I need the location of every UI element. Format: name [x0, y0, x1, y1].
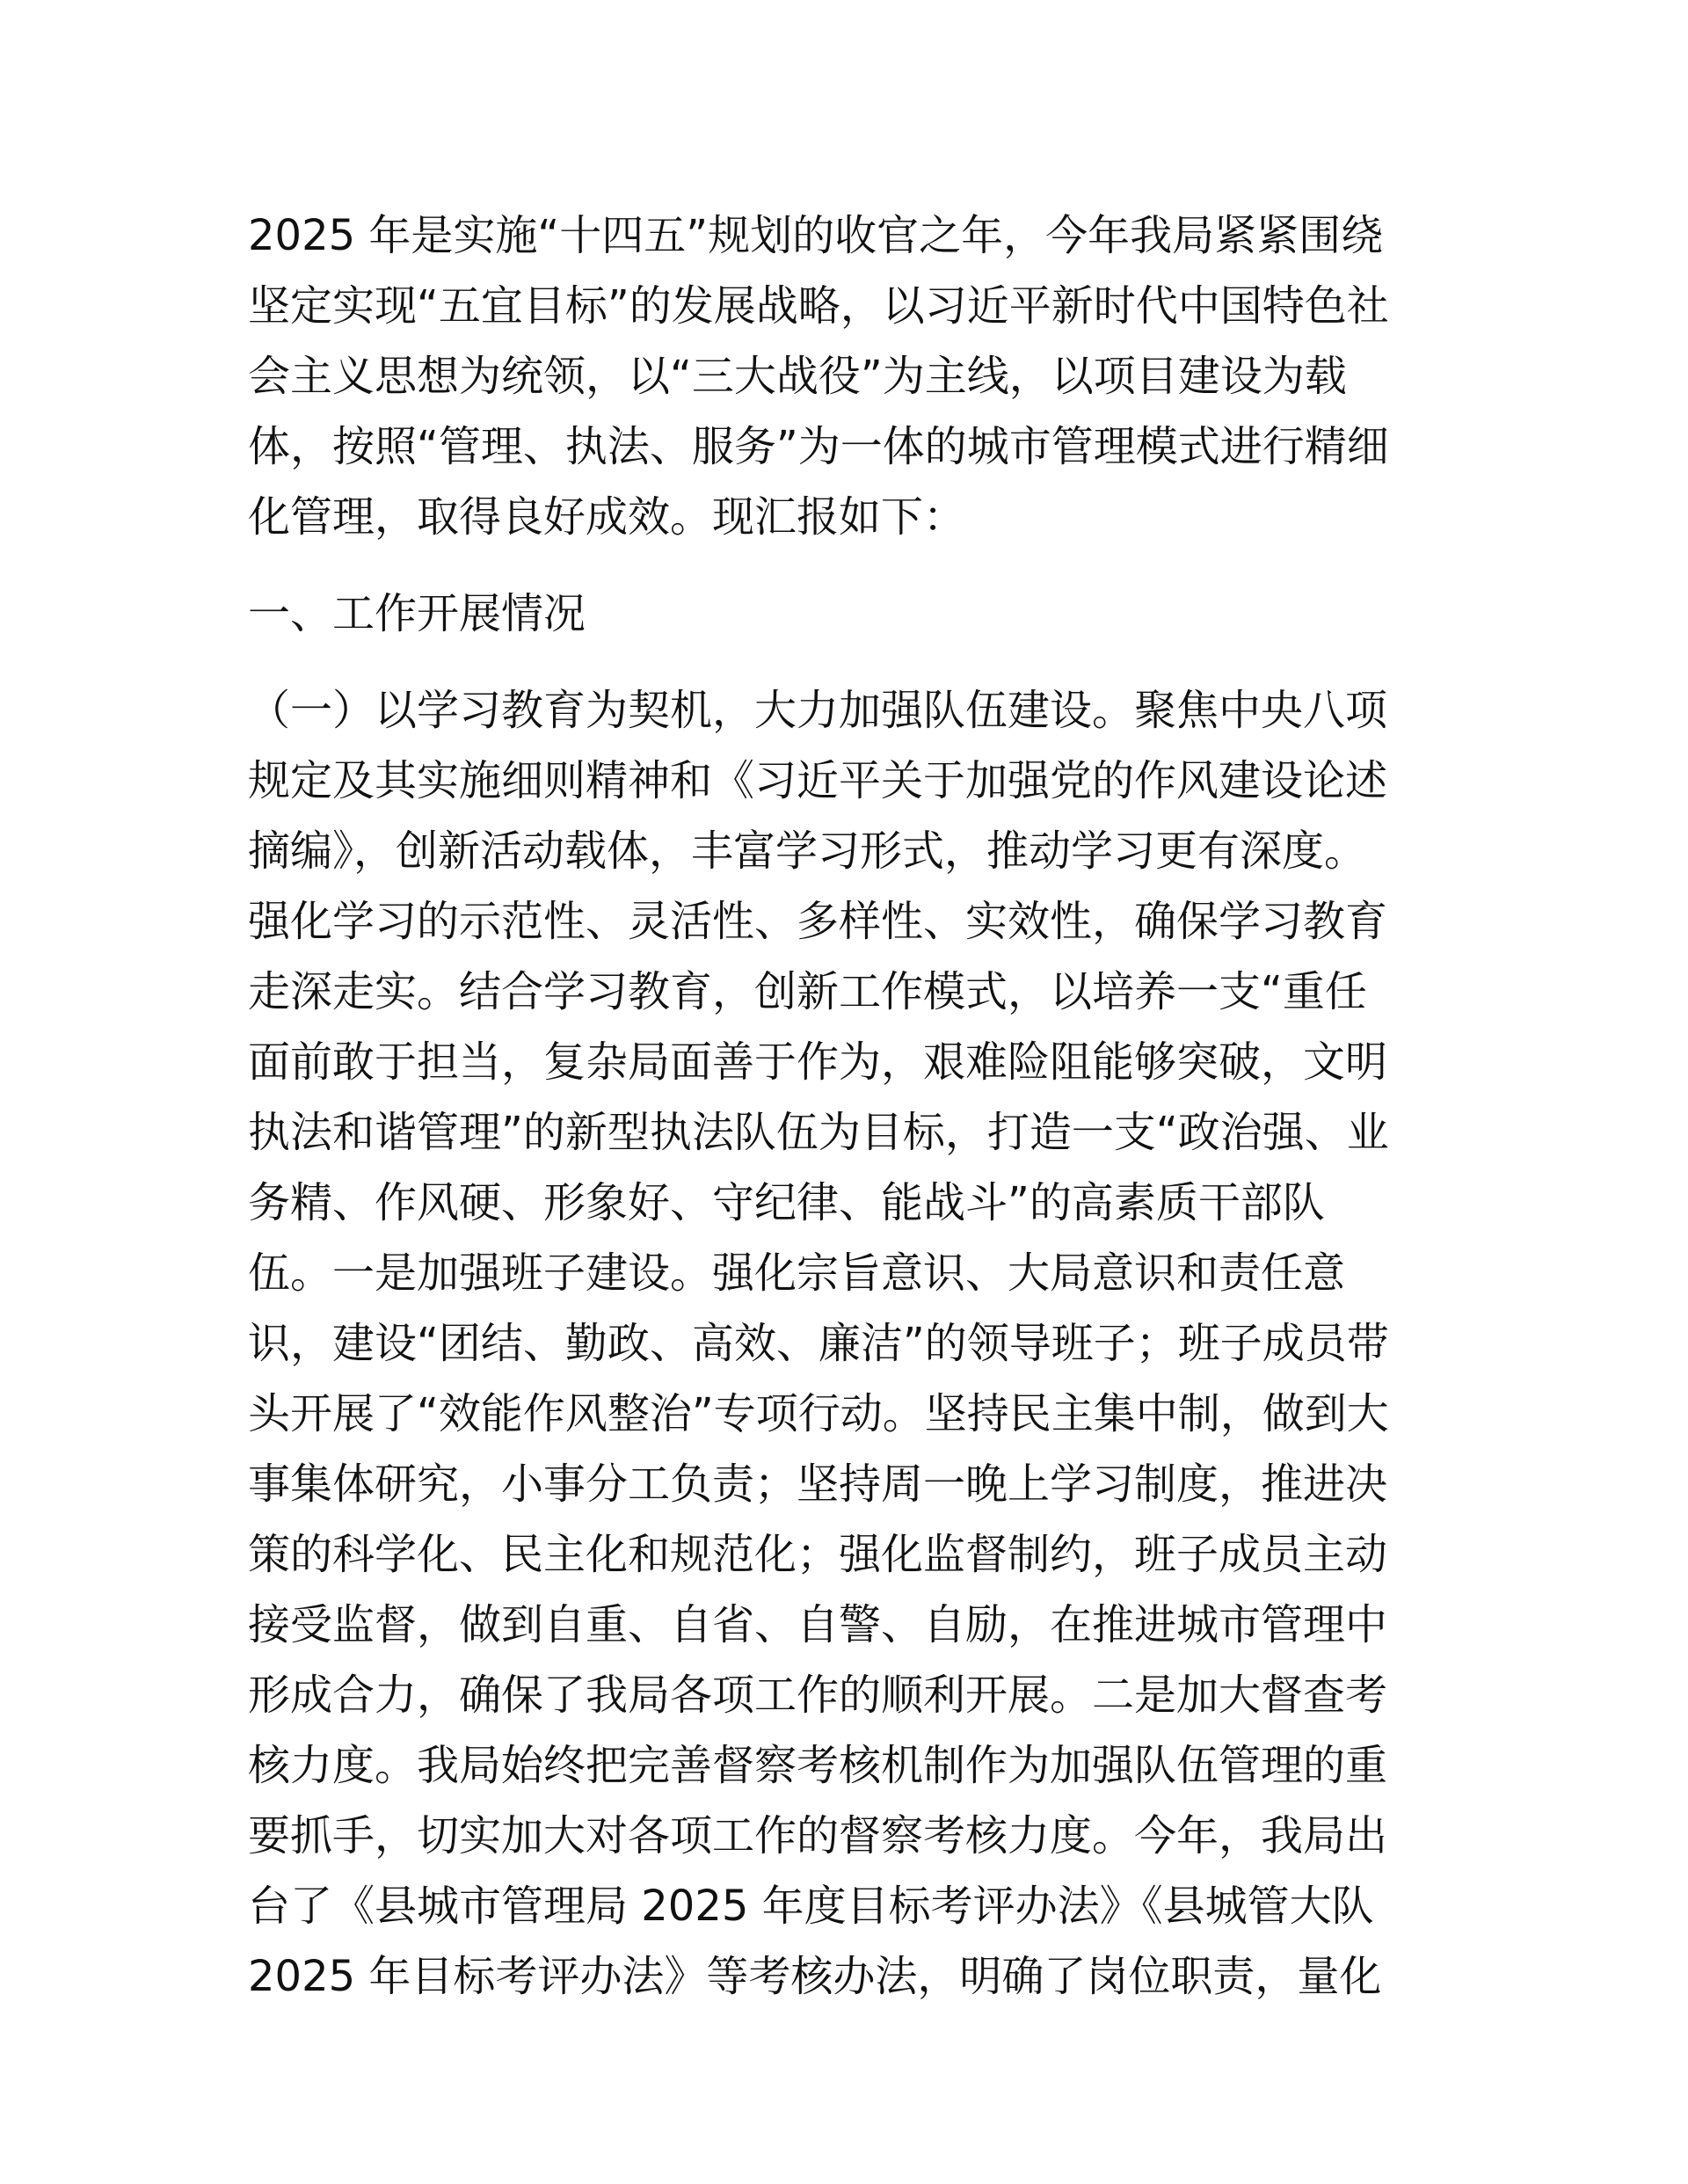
text-line: 头开展了“效能作风整治”专项行动。坚持民主集中制，做到大 — [248, 1389, 1389, 1438]
text-line: 会主义思想为统领，以“三大战役”为主线，以项目建设为载 — [248, 352, 1347, 401]
text-line: 强化学习的示范性、灵活性、多样性、实效性，确保学习教育 — [248, 897, 1388, 946]
intro-paragraph — [248, 200, 1444, 552]
text-line: 策的科学化、民主化和规范化；强化监督制约，班子成员主动 — [248, 1530, 1388, 1579]
document-body — [248, 200, 1444, 2012]
text-line: 形成合力，确保了我局各项工作的顺利开展。二是加大督查考 — [248, 1671, 1388, 1720]
text-line: 执法和谐管理”的新型执法队伍为目标，打造一支“政治强、业 — [248, 1108, 1389, 1157]
text-line: 事集体研究，小事分工负责；坚持周一晚上学习制度，推进决 — [248, 1460, 1388, 1509]
section1-paragraph — [248, 675, 1444, 2012]
text-line: 要抓手，切实加大对各项工作的督察考核力度。今年，我局出 — [248, 1811, 1388, 1860]
text-line: 体，按照“管理、执法、服务”为一体的城市管理模式进行精细 — [248, 422, 1389, 471]
text-line: 走深走实。结合学习教育，创新工作模式，以培养一支“重任 — [248, 967, 1367, 1016]
section-heading: 一、工作开展情况 — [248, 589, 586, 638]
text-line: 台了《县城市管理局 2025 年度目标考评办法》《县城管大队 — [248, 1882, 1374, 1931]
text-line: 核力度。我局始终把完善督察考核机制作为加强队伍管理的重 — [248, 1741, 1388, 1790]
text-line: 摘编》，创新活动载体，丰富学习形式，推动学习更有深度。 — [248, 826, 1367, 876]
text-line: （一）以学习教育为契机，大力加强队伍建设。聚焦中央八项 — [248, 686, 1388, 735]
paragraph-gap — [248, 649, 1444, 675]
text-line: 面前敢于担当，复杂局面善于作为，艰难险阻能够突破，文明 — [248, 1037, 1388, 1087]
text-line: 化管理，取得良好成效。现汇报如下： — [248, 492, 966, 542]
text-line: 识，建设“团结、勤政、高效、廉洁”的领导班子；班子成员带 — [248, 1319, 1389, 1368]
text-line: 伍。一是加强班子建设。强化宗旨意识、大局意识和责任意 — [248, 1249, 1346, 1298]
text-line: 规定及其实施细则精神和《习近平关于加强党的作风建设论述 — [248, 756, 1388, 805]
text-line: 2025 年是实施“十四五”规划的收官之年，今年我局紧紧围绕 — [248, 211, 1384, 260]
paragraph-gap — [248, 552, 1444, 579]
text-line: 坚定实现“五宜目标”的发展战略，以习近平新时代中国特色社 — [248, 281, 1389, 331]
text-line: 接受监督，做到自重、自省、自警、自励，在推进城市管理中 — [248, 1600, 1388, 1649]
text-line: 务精、作风硬、形象好、守纪律、能战斗”的高素质干部队 — [248, 1178, 1325, 1227]
text-line: 2025 年目标考评办法》等考核办法，明确了岗位职责，量化 — [248, 1952, 1382, 2001]
section-heading-block — [248, 579, 1444, 649]
